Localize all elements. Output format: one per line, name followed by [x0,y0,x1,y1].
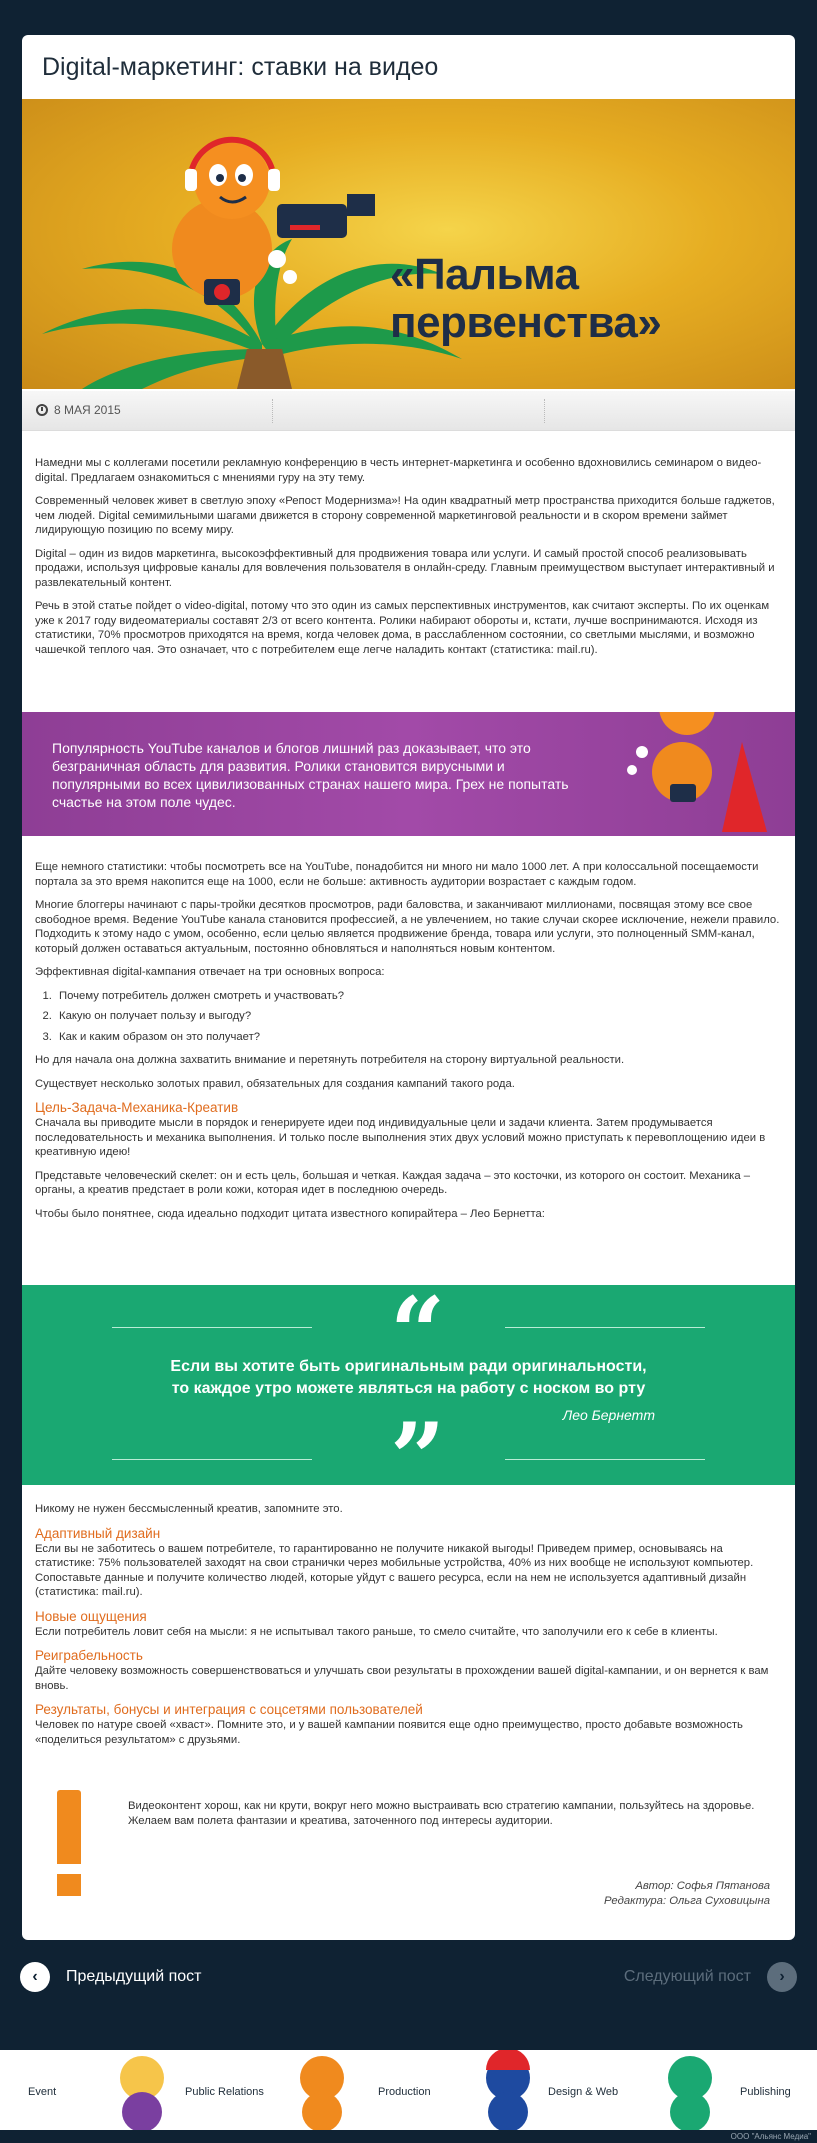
next-post-link[interactable] [624,1962,797,1992]
meta-divider [272,399,273,423]
quote-author: Лео Бернетт [562,1407,655,1423]
tips-section [35,1502,781,1756]
post-date-text: 8 МАЯ 2015 [54,403,121,417]
section-heading: Новые ощущения [35,1608,147,1624]
post-card [22,35,795,1940]
footer-item-event[interactable]: Event [28,2086,57,2098]
quote-text [22,1356,795,1400]
quote-line: то каждое утро можете являться на работу с носком во рту [171,1380,646,1397]
author-credit: Автор: Софья Пятанова [635,1880,770,1892]
prev-post-link[interactable] [20,1962,202,1992]
section-heading: Реиграбельность [35,1648,143,1663]
body-paragraph: Дайте человеку возможность совершенствоваться и улучшать свои результаты в прохождении вашей digital-кампании, и он вернется к вам вновь. [35,1665,769,1692]
copyright-text: ООО "Альянс Медиа" [730,2132,811,2141]
hero-title [390,251,661,347]
intro-paragraph: Digital – один из видов маркетинга, высокоэффективный для продвижения товара или услуги. И самый простой способ реализовывать продажи, используя цифровые каналы для вовлечения пользователя в онлайн-среду. Главным преимуществом выступает интерактивный и развлекательный контент. [35,547,775,589]
quote-divider [112,1327,312,1328]
footer-item-publishing[interactable]: Publishing [740,2086,791,2098]
body-paragraph: Сначала вы приводите мысли в порядок и генерируете идеи под индивидуальные цели и задачи клиента. Затем продумывается последовательность и механика выполнения. И только после выполнения этих двух условий можно приступать к перевоплощению идеи в креативную идею! [35,1117,766,1158]
section-heading: Адаптивный дизайн [35,1525,161,1541]
callout-text: Популярность YouTube каналов и блогов лишний раз доказывает, что это безграничная область для развития. Ролики становится вирусными и популярными во всех цивилизованных странах нашего мира. Грех не попытать счастье на этом поле чудес. [52,740,569,810]
open-quote-icon: “ [390,1276,446,1389]
hero-title-line1: «Пальма [390,250,579,299]
post-navigation [20,1962,797,1996]
list-item: 3. Как и каким образом он это получает? [55,1030,781,1045]
footer-nav [0,2050,817,2143]
body-paragraph: Еще немного статистики: чтобы посмотреть все на YouTube, понадобится ни много ни мало 1000 лет. А при колоссальной посещаемости портала за это время накопится еще на 1000, если не больше: активность аудитории возрастает с каждым годом. [35,861,759,888]
footer-item-design-web[interactable]: Design & Web [548,2086,619,2098]
body-paragraph: Если вы не заботитесь о вашем потребителе, то гарантированно не получите никакой выгоды! Приведем пример, основываясь на статистике: 75% пользователей заходят на свои странички через мобильные устройства, 40% из них вообще не используют компьютер. Сопоставьте данные и получите количество людей, которые уйдут с вашего ресурса, если на нем не используется адаптивный дизайн (статистика: mail.ru). [35,1542,754,1598]
mascot-head [194,143,270,219]
quote-divider [112,1459,312,1460]
prev-post-label: Предыдущий пост [66,1968,202,1985]
meta-divider [544,399,545,423]
body-paragraph: Представьте человеческий скелет: он и есть цель, большая и четкая. Каждая задача – это косточки, из которого он состоит. Механика – органы, а креатив предстает в роли кожи, которая идет в последнюю очередь. [35,1169,751,1196]
body-paragraph: Если потребитель ловит себя на мысли: я не испытывал такого раньше, то смело считайте, что заполучили его к себе в клиенты. [35,1625,718,1638]
body-paragraph: Чтобы было понятнее, сюда идеально подходит цитата известного копирайтера – Лео Бернетта: [35,1207,545,1220]
body-paragraph: Никому не нужен бессмысленный креатив, запомните это. [35,1503,343,1515]
copyright-strip [0,2130,817,2143]
callout-banner [22,712,795,836]
post-date [36,403,121,417]
body-paragraph: Человек по натуре своей «хваст». Помните это, и у вашей кампании появится еще одно преимущество, просто добавьте возможность «поделиться результатом» с друзьями. [35,1719,743,1746]
list-item: 1. Почему потребитель должен смотреть и участвовать? [55,989,781,1004]
hero-title-line2: первенства» [390,298,662,347]
post-credits [604,1879,770,1908]
body-paragraph: Многие блоггеры начинают с пары-тройки десятков просмотров, ради баловства, и заканчивают миллионами, посвящая этому все свое свободное время. Ведение YouTube канала становится профессией, а не увлечением, но такие случаи скорее исключение, нежели правило. Подходить к этому надо с умом, особенно, если целью является продвижение бренда, товара или услуги, это полноценный SMM-канал, который должен оставаться актуальным, постоянно обновляться и наполняться новым контентом. [35,899,780,955]
middle-section [35,860,781,1230]
close-quote-icon: ” [390,1402,446,1515]
quote-divider [505,1459,705,1460]
body-paragraph: Существует несколько золотых правил, обязательных для создания кампаний такого рода. [35,1077,515,1090]
quote-divider [505,1327,705,1328]
next-post-label: Следующий пост [623,1968,751,1985]
footer-item-production[interactable]: Production [378,2086,431,2098]
intro-paragraph: Намедни мы с коллегами посетили рекламную конференцию в честь интернет-маркетинга и особенно вдохновились семинаром о видео-digital. Предлагаем ознакомиться с мнениями гуру на эту тему. [35,457,762,484]
conclusion-text: Видеоконтент хорош, как ни крути, вокруг него можно выстраивать всю стратегию кампании, пользуйтесь на здоровье. Желаем вам полета фантазии и креатива, заточенного под интересы аудитории. [128,1800,755,1827]
body-paragraph: Эффективная digital-кампания отвечает на три основных вопроса: [35,966,385,978]
editor-credit: Редактура: Ольга Суховицына [604,1894,770,1907]
section-heading: Цель-Задача-Механика-Креатив [35,1100,239,1115]
chevron-right-icon: › [767,1962,797,1992]
quote-line: Если вы хотите быть оригинальным ради оригинальности, [170,1358,647,1375]
post-meta-bar [22,391,795,431]
clock-icon [36,404,48,416]
intro-section [35,456,781,666]
chevron-left-icon: ‹ [20,1962,50,1992]
video-camera [277,204,347,238]
list-item: 2. Какую он получает пользу и выгоду? [55,1009,781,1024]
exclamation-dot [57,1874,81,1896]
footer-item-public-relations[interactable]: Public Relations [185,2086,264,2098]
intro-paragraph: Речь в этой статье пойдет о video-digital, потому что это один из самых перспективных инструментов, как считают эксперты. По их оценкам уже к 2017 году видеоматериалы составят 2/3 от всего контента. Ролики набирают обороты и, кстати, лучше воспринимаются. Исходя из статистики, 70% просмотров приходятся на время, когда человек дома, в расслабленном состоянии, со светлыми мыслями, и возможно чашечкой теплого чая. Это означает, что с потребителем еще легче наладить контакт (статистика: mail.ru). [35,600,770,656]
questions-list [55,989,781,1045]
body-paragraph: Но для начала она должна захватить внимание и перетянуть потребителя на сторону виртуальной реальности. [35,1054,625,1066]
page-title: Digital-маркетинг: ставки на видео [42,53,439,81]
exclamation-icon [57,1790,81,1864]
hero-banner [22,99,795,389]
intro-paragraph: Современный человек живет в светлую эпоху «Репост Модернизма»! На один квадратный метр пространства приходится больше гаджетов, чем людей. Digital семимильными шагами движется в сторону современной маркетинговой реальности и в скором времени займет лидирующую позицию по всему миру. [35,495,775,536]
section-heading: Результаты, бонусы и интеграция с соцсетями пользователей [35,1702,423,1717]
